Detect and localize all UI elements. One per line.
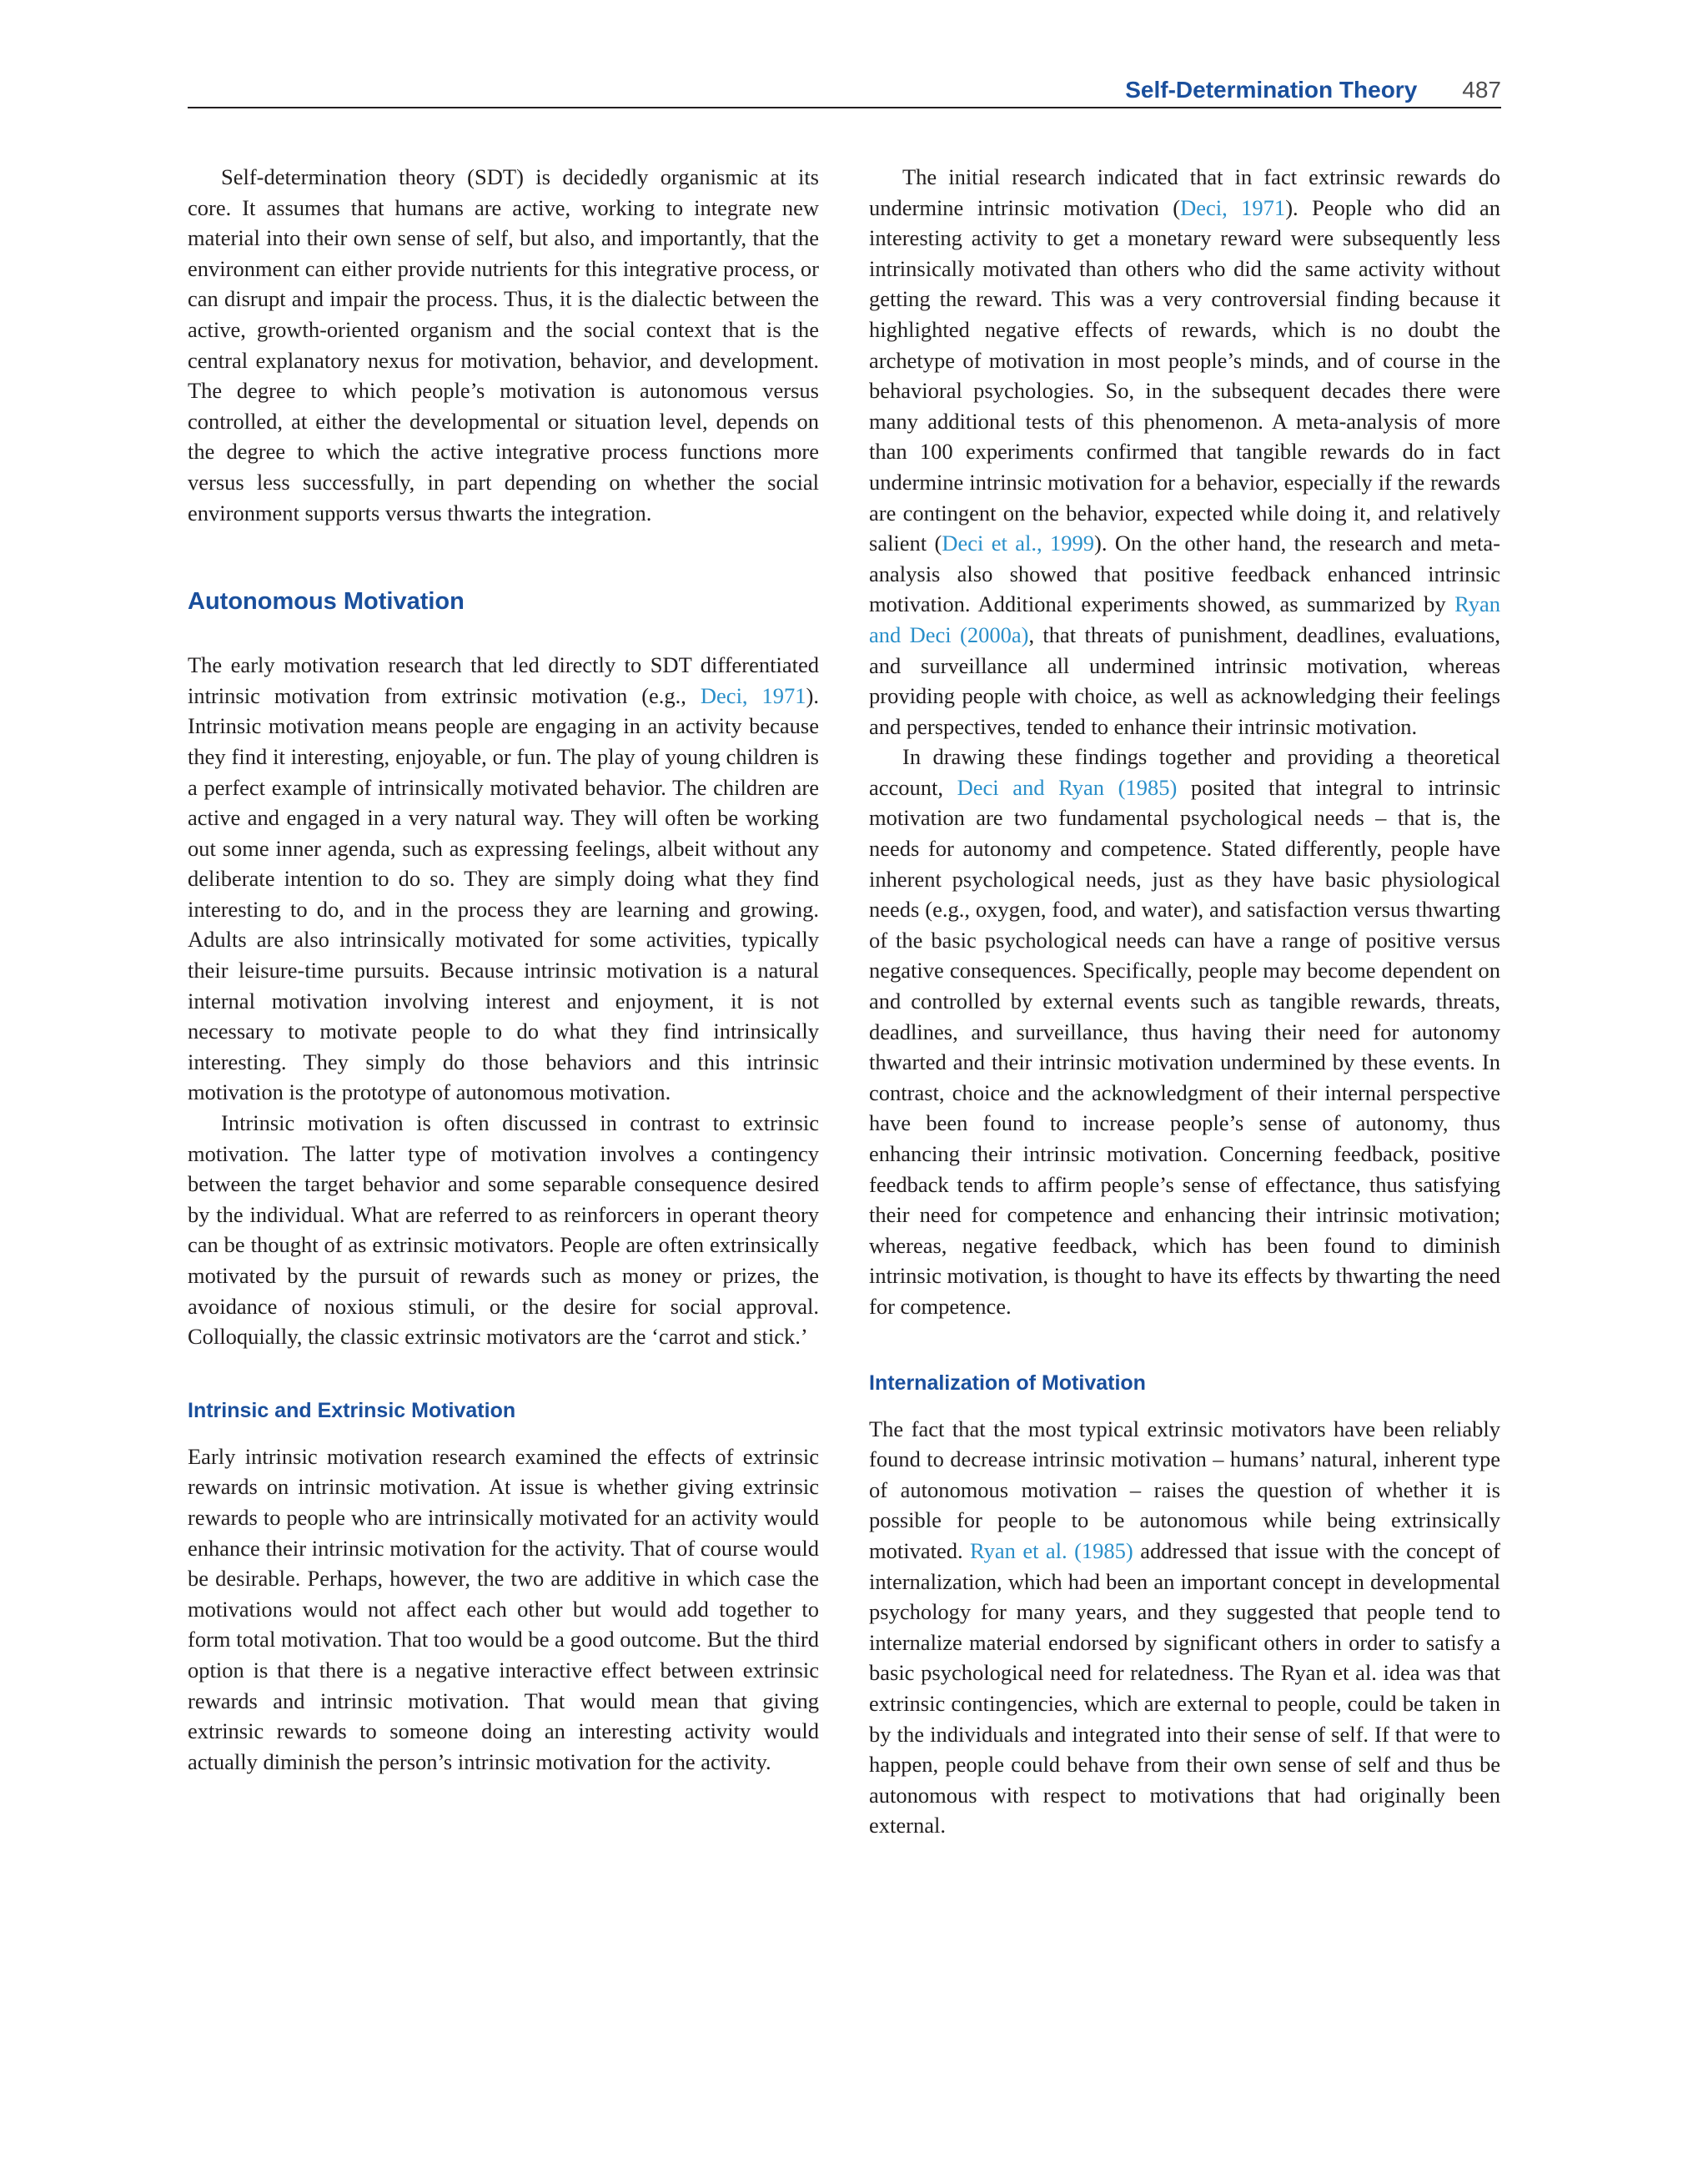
citation-link[interactable]: Ryan and Deci (2000a) xyxy=(869,591,1500,647)
text-span: ). People who did an interesting activity to get a monetary reward were subsequently less intrinsically motivated than others who did the same activity without getting the reward. This was a very controversial finding because it highlighted negative effects of rewards, which is no doubt the archetype of motivation in most people’s minds, and of course in the behavioral psychologies. So, in the subsequent decades there were many additional tests of this phenomenon. A meta-analysis of more than 100 experiments confirmed that tangible rewards do in fact undermine intrinsic motivation for a behavior, especially if the rewards are contingent on the behavior, expected while doing it, and relatively salient ( xyxy=(869,194,1500,556)
paragraph-extrinsic-contrast: Intrinsic motivation is often discussed in contrast to extrinsic motivation. The latter type of motivation involves a contingency between the target behavior and some separable consequence desired by the individual. What are referred to as reinforcers in operant theory can be thought of as extrinsic motivators. People are often extrinsically motivated by the pursuit of rewards such as money or prizes, the avoidance of noxious stimuli, or the desire for social approval. Colloquially, the classic extrinsic motivators are the ‘carrot and stick.’ xyxy=(188,1110,819,1350)
text-span: The early motivation research that led directly to SDT differentiated intrinsic motivation from extrinsic motivation (e.g., xyxy=(188,652,819,708)
page-number: 487 xyxy=(1462,77,1501,103)
text-span: , that threats of punishment, deadlines, evaluations, and surveillance all undermined intrinsic motivation, whereas providing people with choice, as well as acknowledging their feelings and perspectives, tended to enhance their intrinsic motivation. xyxy=(869,621,1500,739)
text-span: The initial research indicated that in fact extrinsic rewards do undermine intrinsic motivation ( xyxy=(869,164,1500,220)
text-span: ). Intrinsic motivation means people are engaging in an activity because they find it interesting, enjoyable, or fun. The play of young children is a perfect example of intrinsically motivated behavior. The children are active and engaged in a very natural way. They will often be working out some inner agenda, such as expressing feelings, albeit without any deliberate intention to do so. They are simply doing what they find interesting to do, and in the process they are learning and growing. Adults are also intrinsically motivated for some activities, typically their leisure-time pursuits. Because intrinsic motivation is a natural internal motivation involving interest and enjoyment, it is not necessary to motivate people to do what they find intrinsically interesting. They simply do those behaviors and this intrinsic motivation is the prototype of autonomous motivation. xyxy=(188,682,819,1105)
right-column xyxy=(869,162,1500,1841)
citation-link[interactable]: Deci, 1971 xyxy=(700,682,806,708)
text-span: addressed that issue with the concept of internalization, which had been an important concept in developmental psychology for many years, and they suggested that people tend to internalize material endorsed by significant others in order to satisfy a basic psychological need for relatedness. The Ryan et al. idea was that extrinsic contingencies, which are external to people, could be taken in by the individuals and integrated into their sense of self. If that were to happen, people could behave from their own sense of self and thus be autonomous with respect to motivations that had originally been external. xyxy=(869,1537,1501,1838)
text-span: posited that integral to intrinsic motivation are two fundamental psychological needs – that is, the needs for autonomy and competence. Stated differently, people have inherent psychological needs, just as they have basic physiological needs (e.g., oxygen, food, and water), and satisfaction versus thwarting of the basic psychological needs can have a range of positive versus negative consequences. Specifically, people may become dependent on and controlled by external events such as tangible rewards, threats, deadlines, and surveillance, thus having their need for autonomy thwarted and their intrinsic motivation undermined by these events. In contrast, choice and the acknowledgment of their internal perspective have been found to increase people’s sense of autonomy, thus enhancing their intrinsic motivation. Concerning feedback, positive feedback tends to affirm people’s sense of effectance, thus satisfying their need for competence and enhancing their intrinsic motivation; whereas, negative feedback, which has been found to diminish intrinsic motivation, is thought to have its effects by thwarting the need for competence. xyxy=(869,774,1501,1319)
citation-link[interactable]: Deci and Ryan (1985) xyxy=(957,774,1178,800)
running-head-title: Self-Determination Theory xyxy=(1125,77,1418,103)
heading-internalization: Internalization of Motivation xyxy=(869,1371,1146,1395)
paragraph-sdt-intro: Self-determination theory (SDT) is decidedly organismic at its core. It assumes that humans are active, working to integrate new material into their own sense of self, but also, and importantly, that the environment can either provide nutrients for this integrative process, or can disrupt and impair the process. Thus, it is the dialectic between the active, growth-oriented organism and the social context that is the central explanatory nexus for motivation, behavior, and development. The degree to which people’s motivation is autonomous versus controlled, at either the developmental or situation level, depends on the degree to which the active integrative process functions more versus less successfully, in part depending on whether the social environment supports versus thwarts the integration. xyxy=(188,164,819,526)
paragraph-internalization xyxy=(869,1414,1500,1841)
running-head xyxy=(188,73,1501,108)
paragraph-early-research xyxy=(188,650,819,1108)
citation-link[interactable]: Deci, 1971 xyxy=(1180,194,1286,220)
text-span: The fact that the most typical extrinsic motivators have been reliably found to decrease intrinsic motivation – humans’ natural, inherent type of autonomous motivation – raises the question of whether it is possible for people to be autonomous while being extrinsically motivated. xyxy=(869,1416,1500,1563)
text-span: ). On the other hand, the research and meta-analysis also showed that positive feedback enhanced intrinsic motivation. Additional experiments showed, as summarized by xyxy=(869,531,1500,617)
heading-intrinsic-extrinsic: Intrinsic and Extrinsic Motivation xyxy=(188,1398,516,1422)
citation-link[interactable]: Ryan et al. (1985) xyxy=(970,1537,1133,1563)
paragraph-initial-research xyxy=(869,162,1500,742)
paragraph-theoretical-account xyxy=(869,742,1500,1321)
heading-autonomous-motivation: Autonomous Motivation xyxy=(188,588,465,616)
paragraph-early-intrinsic-research: Early intrinsic motivation research examined the effects of extrinsic rewards on intrinsic motivation. At issue is whether giving extrinsic rewards to people who are intrinsically motivated for an activity would enhance their intrinsic motivation for the activity. That of course would be desirable. Perhaps, however, the two are additive in which case the motivations would not affect each other but would add together to form total motivation. That too would be a good outcome. But the third option is that there is a negative interactive effect between extrinsic rewards and intrinsic motivation. That would mean that giving extrinsic rewards to someone doing an interesting activity would actually diminish the person’s intrinsic motivation for the activity. xyxy=(188,1443,819,1774)
citation-link[interactable]: Deci et al., 1999 xyxy=(942,531,1095,556)
left-column xyxy=(188,162,819,1777)
text-span: In drawing these findings together and providing a theoretical account, xyxy=(869,744,1500,800)
